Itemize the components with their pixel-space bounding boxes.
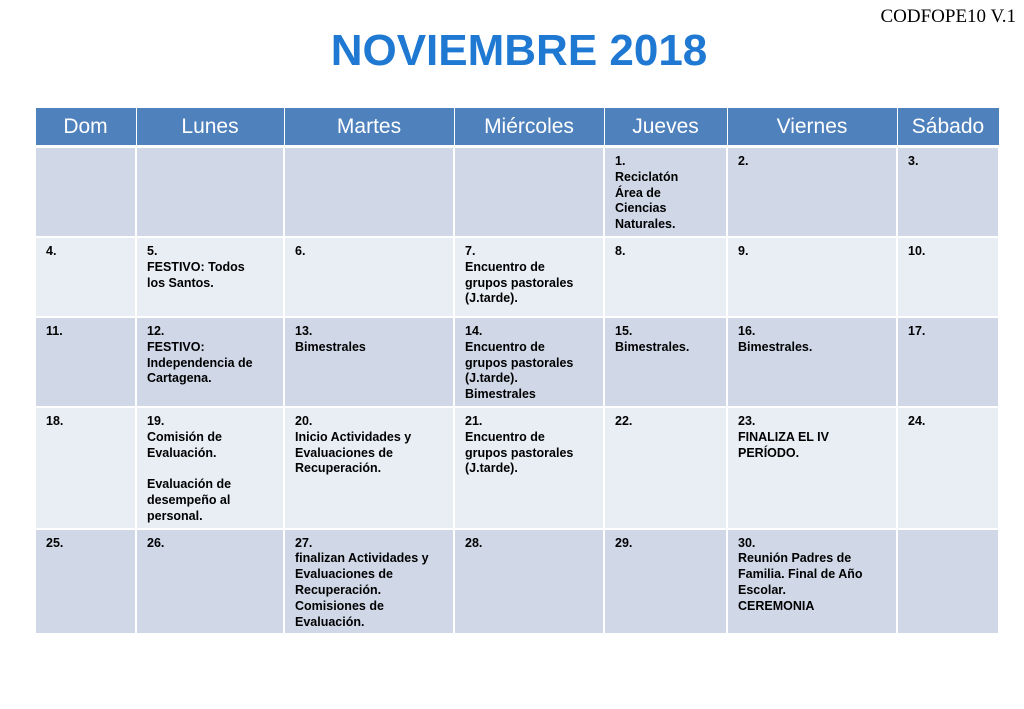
day-header-wednesday: Miércoles bbox=[454, 108, 604, 147]
calendar-cell: 3. bbox=[897, 147, 999, 237]
calendar-cell bbox=[897, 529, 999, 635]
page-title: NOVIEMBRE 2018 bbox=[330, 26, 708, 75]
calendar-cell: 4. bbox=[35, 237, 136, 317]
calendar-cell bbox=[136, 147, 284, 237]
calendar-cell: 7. Encuentro de grupos pastorales (J.tarde). bbox=[454, 237, 604, 317]
calendar-cell: 30. Reunión Padres de Familia. Final de Año Escolar. CEREMONIA bbox=[727, 529, 897, 635]
calendar-cell: 1. Reciclatón Área de Ciencias Naturales. bbox=[604, 147, 727, 237]
calendar-cell: 9. bbox=[727, 237, 897, 317]
document-code: CODFOPE10 V.1 bbox=[880, 6, 1016, 27]
week-row bbox=[35, 317, 999, 407]
calendar-cell: 25. bbox=[35, 529, 136, 635]
calendar-cell: 14. Encuentro de grupos pastorales (J.tarde). Bimestrales bbox=[454, 317, 604, 407]
week-row bbox=[35, 147, 999, 237]
calendar-cell: 27. finalizan Actividades y Evaluaciones de Recuperación. Comisiones de Evaluación. bbox=[284, 529, 454, 635]
calendar-cell: 28. bbox=[454, 529, 604, 635]
calendar-cell: 11. bbox=[35, 317, 136, 407]
calendar-cell bbox=[284, 147, 454, 237]
calendar-cell: 18. bbox=[35, 407, 136, 529]
calendar-cell: 12. FESTIVO: Independencia de Cartagena. bbox=[136, 317, 284, 407]
day-header-friday: Viernes bbox=[727, 108, 897, 147]
calendar-cell: 15. Bimestrales. bbox=[604, 317, 727, 407]
day-header-thursday: Jueves bbox=[604, 108, 727, 147]
calendar-cell bbox=[35, 147, 136, 237]
calendar-cell: 8. bbox=[604, 237, 727, 317]
calendar-cell: 6. bbox=[284, 237, 454, 317]
calendar-table bbox=[34, 107, 1000, 635]
calendar-cell: 16. Bimestrales. bbox=[727, 317, 897, 407]
calendar-cell: 23. FINALIZA EL IV PERÍODO. bbox=[727, 407, 897, 529]
calendar-cell: 17. bbox=[897, 317, 999, 407]
week-row bbox=[35, 529, 999, 635]
calendar-cell: 22. bbox=[604, 407, 727, 529]
day-header-saturday: Sábado bbox=[897, 108, 999, 147]
week-row bbox=[35, 407, 999, 529]
calendar-cell bbox=[454, 147, 604, 237]
calendar-header-row bbox=[35, 108, 999, 147]
calendar-cell: 29. bbox=[604, 529, 727, 635]
calendar-cell: 10. bbox=[897, 237, 999, 317]
calendar-cell: 2. bbox=[727, 147, 897, 237]
calendar-cell: 5. FESTIVO: Todos los Santos. bbox=[136, 237, 284, 317]
calendar-cell: 26. bbox=[136, 529, 284, 635]
calendar-cell: 20. Inicio Actividades y Evaluaciones de Recuperación. bbox=[284, 407, 454, 529]
week-row bbox=[35, 237, 999, 317]
calendar-cell: 21. Encuentro de grupos pastorales (J.tarde). bbox=[454, 407, 604, 529]
day-header-monday: Lunes bbox=[136, 108, 284, 147]
day-header-tuesday: Martes bbox=[284, 108, 454, 147]
calendar-cell: 19. Comisión de Evaluación. Evaluación de desempeño al personal. bbox=[136, 407, 284, 529]
calendar-cell: 13. Bimestrales bbox=[284, 317, 454, 407]
calendar-cell: 24. bbox=[897, 407, 999, 529]
day-header-sunday: Dom bbox=[35, 108, 136, 147]
